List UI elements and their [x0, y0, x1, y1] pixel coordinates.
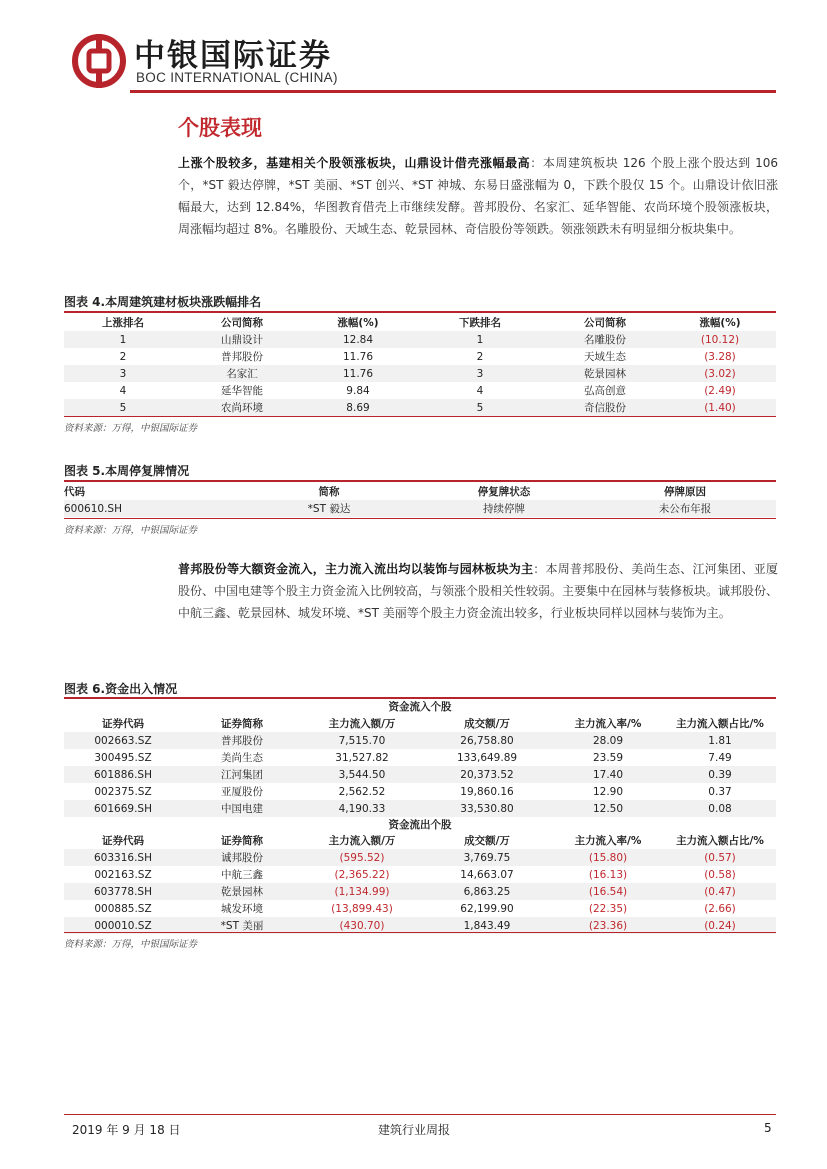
- table-cell: 31,527.82: [335, 751, 389, 764]
- table-header-row: [64, 832, 776, 849]
- header-cell: 公司简称: [221, 317, 263, 329]
- table-cell: 8.69: [302, 399, 414, 416]
- table-cell: 亚厦股份: [221, 786, 263, 798]
- table-cell: (595.52): [302, 849, 422, 866]
- table-cell: 600610.SH: [64, 500, 244, 517]
- table-cell: 中航三鑫: [221, 869, 263, 881]
- figure-4-table: [64, 314, 776, 416]
- table-cell: 3: [64, 365, 182, 382]
- table-cell: 14,663.07: [460, 868, 514, 881]
- table-cell: 1: [64, 331, 182, 348]
- figure-4-top-rule: [64, 311, 776, 313]
- table-cell: 普邦股份: [182, 732, 302, 749]
- table-row: [64, 783, 776, 800]
- table-cell: 1.81: [664, 732, 776, 749]
- table-cell: 1,843.49: [422, 917, 552, 934]
- table-cell: 3,544.50: [302, 766, 422, 783]
- figure-6-bottom-rule: [64, 932, 776, 933]
- table-row: [64, 365, 776, 382]
- figure-5-table: [64, 483, 776, 517]
- table-cell: 0.08: [664, 800, 776, 817]
- page-number: 5: [764, 1121, 772, 1135]
- header-cell: 成交额/万: [464, 835, 510, 847]
- table-cell: 2: [476, 350, 484, 363]
- header-cell: 停牌原因: [664, 486, 706, 498]
- table-row: [64, 399, 776, 416]
- table-cell: 美尚生态: [221, 752, 263, 764]
- table-cell: (22.35): [588, 902, 628, 915]
- header-cell: 主力流入额/万: [328, 835, 396, 847]
- table-cell: 7,515.70: [302, 732, 422, 749]
- table-row: [64, 732, 776, 749]
- table-cell: (1.40): [664, 399, 776, 416]
- table-cell: 133,649.89: [456, 751, 518, 764]
- table-cell: 603316.SH: [64, 849, 182, 866]
- table-cell: 002163.SZ: [94, 868, 152, 881]
- figure-5-source: 资料来源：万得，中银国际证券: [64, 525, 198, 536]
- figure-5-title: 图表 5.本周停复牌情况: [64, 464, 190, 478]
- table-cell: 300495.SZ: [94, 751, 152, 764]
- table-cell: 12.90: [592, 785, 624, 798]
- table-cell: *ST 美丽: [182, 917, 302, 934]
- table-row: [64, 331, 776, 348]
- footer-rule: [64, 1114, 776, 1115]
- brand-name-cn: 中银国际证券: [134, 38, 332, 74]
- table-cell: 4,190.33: [302, 800, 422, 817]
- table-cell: 000010.SZ: [64, 917, 182, 934]
- table-cell: 中国电建: [182, 800, 302, 817]
- table-cell: 2: [119, 350, 127, 363]
- table-cell: 4: [476, 384, 484, 397]
- table-cell: 1: [414, 331, 546, 348]
- table-cell: 诚邦股份: [182, 849, 302, 866]
- table-cell: 9.84: [346, 384, 370, 397]
- table-cell: (0.24): [664, 917, 776, 934]
- table-row: [64, 866, 776, 883]
- table-cell: 11.76: [342, 350, 374, 363]
- table-cell: 20,373.52: [422, 766, 552, 783]
- table-cell: (16.54): [552, 883, 664, 900]
- table-cell: 普邦股份: [221, 351, 263, 363]
- table-cell: 弘高创意: [584, 385, 626, 397]
- figure-4-source: 资料来源：万得，中银国际证券: [64, 423, 198, 434]
- table-cell: (0.47): [664, 883, 776, 900]
- header-cell: 证券代码: [102, 835, 144, 847]
- paragraph-lead: 普邦股份等大额资金流入，主力流入流出均以装饰与园林板块为主: [178, 562, 534, 576]
- figure-5-bottom-rule: [64, 518, 776, 519]
- table-cell: (0.57): [664, 849, 776, 866]
- outflow-group-row: [64, 817, 776, 832]
- table-cell: 6,863.25: [422, 883, 552, 900]
- table-row: [64, 382, 776, 399]
- table-header-row: [64, 314, 776, 331]
- table-cell: 江河集团: [182, 766, 302, 783]
- header-cell: 公司简称: [584, 317, 626, 329]
- brand-name-en: BOC INTERNATIONAL (CHINA): [136, 70, 338, 85]
- table-header-row: [64, 483, 776, 500]
- header-cell: 成交额/万: [464, 717, 510, 730]
- table-cell: (430.70): [302, 917, 422, 934]
- table-cell: (13,899.43): [331, 902, 393, 915]
- header-cell: 主力流入额占比/%: [676, 717, 764, 730]
- table-cell: 26,758.80: [422, 732, 552, 749]
- table-cell: 未公布年报: [594, 500, 776, 517]
- table-row: [64, 800, 776, 817]
- table-row: [64, 348, 776, 365]
- header-cell: 主力流入额/万: [328, 717, 396, 730]
- table-cell: 17.40: [552, 766, 664, 783]
- header-cell: 证券简称: [221, 717, 263, 730]
- table-cell: 持续停牌: [414, 500, 594, 517]
- header-cell: 涨幅(%): [337, 317, 379, 329]
- table-row: [64, 749, 776, 766]
- table-cell: 601669.SH: [64, 800, 182, 817]
- table-cell: 延华智能: [221, 385, 263, 397]
- header-cell: 下跌排名: [459, 317, 501, 329]
- table-cell: (23.36): [552, 917, 664, 934]
- inflow-group-row: [64, 699, 776, 714]
- section-title: 个股表现: [178, 116, 262, 140]
- table-cell: 奇信股份: [546, 399, 664, 416]
- header-cell: 主力流入额占比/%: [676, 835, 764, 847]
- table-cell: 农尚环境: [182, 399, 302, 416]
- header-cell: 涨幅(%): [699, 317, 741, 329]
- header-cell: 简称: [318, 486, 340, 498]
- table-cell: (0.58): [704, 868, 736, 881]
- table-cell: 5: [414, 399, 546, 416]
- table-cell: 11.76: [302, 365, 414, 382]
- paragraph-capital-flow: [178, 558, 778, 624]
- header-cell: 证券简称: [221, 835, 263, 847]
- table-cell: (2.66): [704, 902, 736, 915]
- table-cell: (3.28): [704, 350, 736, 363]
- table-cell: 3,769.75: [422, 849, 552, 866]
- table-cell: 603778.SH: [64, 883, 182, 900]
- table-cell: 名家汇: [182, 365, 302, 382]
- table-cell: 3: [414, 365, 546, 382]
- table-cell: 0.37: [708, 785, 732, 798]
- footer-date: 2019 年 9 月 18 日: [72, 1123, 181, 1137]
- table-cell: 12.84: [302, 331, 414, 348]
- table-cell: (3.02): [664, 365, 776, 382]
- paragraph-body: ：本周普邦股份、美尚生态、江河集团、亚厦股份、中国电建等个股主力资金流入比例较高，与领涨个股相关性较弱。主要集中在园林与装修板块。诚邦股份、中航三鑫、乾景园林、城发环境、*ST 美丽等个股主力资金流出较多，行业板块同样以园林与装饰为主。: [178, 562, 779, 620]
- header-cell: 停复牌状态: [477, 486, 531, 498]
- header-cell: 证券代码: [102, 717, 144, 730]
- figure-4-bottom-rule: [64, 416, 776, 417]
- table-cell: 山鼎设计: [182, 331, 302, 348]
- table-cell: 23.59: [592, 751, 624, 764]
- table-cell: 名雕股份: [546, 331, 664, 348]
- figure-5-top-rule: [64, 480, 776, 482]
- table-cell: 天域生态: [584, 351, 626, 363]
- table-cell: 2,562.52: [338, 785, 386, 798]
- table-cell: 28.09: [552, 732, 664, 749]
- paragraph-lead: 上涨个股较多，基建相关个股领涨板块，山鼎设计借壳涨幅最高: [178, 156, 531, 170]
- table-cell: 12.50: [552, 800, 664, 817]
- table-cell: 0.39: [664, 766, 776, 783]
- boc-logo-icon: [72, 34, 126, 88]
- header-rule: [130, 90, 776, 93]
- header-cell: 上涨排名: [102, 317, 144, 329]
- table-cell: 乾景园林: [546, 365, 664, 382]
- table-row: [64, 849, 776, 866]
- table-cell: 002375.SZ: [94, 785, 152, 798]
- table-row: [64, 883, 776, 900]
- footer-report-title: 建筑行业周报: [378, 1123, 451, 1137]
- table-cell: (2.49): [704, 384, 736, 397]
- table-cell: 33,530.80: [422, 800, 552, 817]
- table-header-row: [64, 714, 776, 732]
- header-cell: 代码: [64, 486, 85, 498]
- table-cell: (15.80): [552, 849, 664, 866]
- table-cell: 城发环境: [221, 903, 263, 915]
- table-cell: 002663.SZ: [64, 732, 182, 749]
- table-cell: 000885.SZ: [94, 902, 152, 915]
- table-row: [64, 766, 776, 783]
- table-cell: (10.12): [664, 331, 776, 348]
- table-cell: 19,860.16: [460, 785, 514, 798]
- header-cell: 主力流入率/%: [574, 717, 642, 730]
- table-row: [64, 900, 776, 917]
- figure-4-title: 图表 4.本周建筑建材板块涨跌幅排名: [64, 295, 262, 309]
- table-row: [64, 500, 776, 517]
- table-cell: (1,134.99): [302, 883, 422, 900]
- paragraph-stock-performance: [178, 152, 778, 240]
- header-cell: 主力流入率/%: [574, 835, 642, 847]
- figure-6-title: 图表 6.资金出入情况: [64, 682, 178, 696]
- figure-6-source: 资料来源：万得，中银国际证券: [64, 939, 198, 950]
- table-cell: 乾景园林: [182, 883, 302, 900]
- inflow-group-label: 资金流入个股: [388, 701, 452, 713]
- table-cell: 7.49: [708, 751, 732, 764]
- table-cell: (2,365.22): [334, 868, 390, 881]
- table-cell: 5: [64, 399, 182, 416]
- table-cell: (16.13): [588, 868, 628, 881]
- outflow-group-label: 资金流出个股: [388, 819, 452, 831]
- table-cell: 4: [119, 384, 127, 397]
- table-cell: *ST 毅达: [244, 500, 414, 517]
- figure-6-table: [64, 699, 776, 934]
- table-cell: 601886.SH: [64, 766, 182, 783]
- table-cell: 62,199.90: [460, 902, 514, 915]
- paragraph-body: ：本周建筑板块 126 个股上涨个股达到 106 个，*ST 毅达停牌，*ST 美丽、*ST 创兴、*ST 神城、东易日盛涨幅为 0，下跌个股仅 15 个。山鼎设计依旧涨幅最大，达到 12.84%，华图教育借壳上市继续发酵。普邦股份、名家汇、延华智能、农尚环境个股领涨板块，周涨幅均超过 8%。名雕股份、天域生态、乾景园林、奇信股份等领跌。领涨领跌未有明显细分板块集中。: [178, 156, 778, 236]
